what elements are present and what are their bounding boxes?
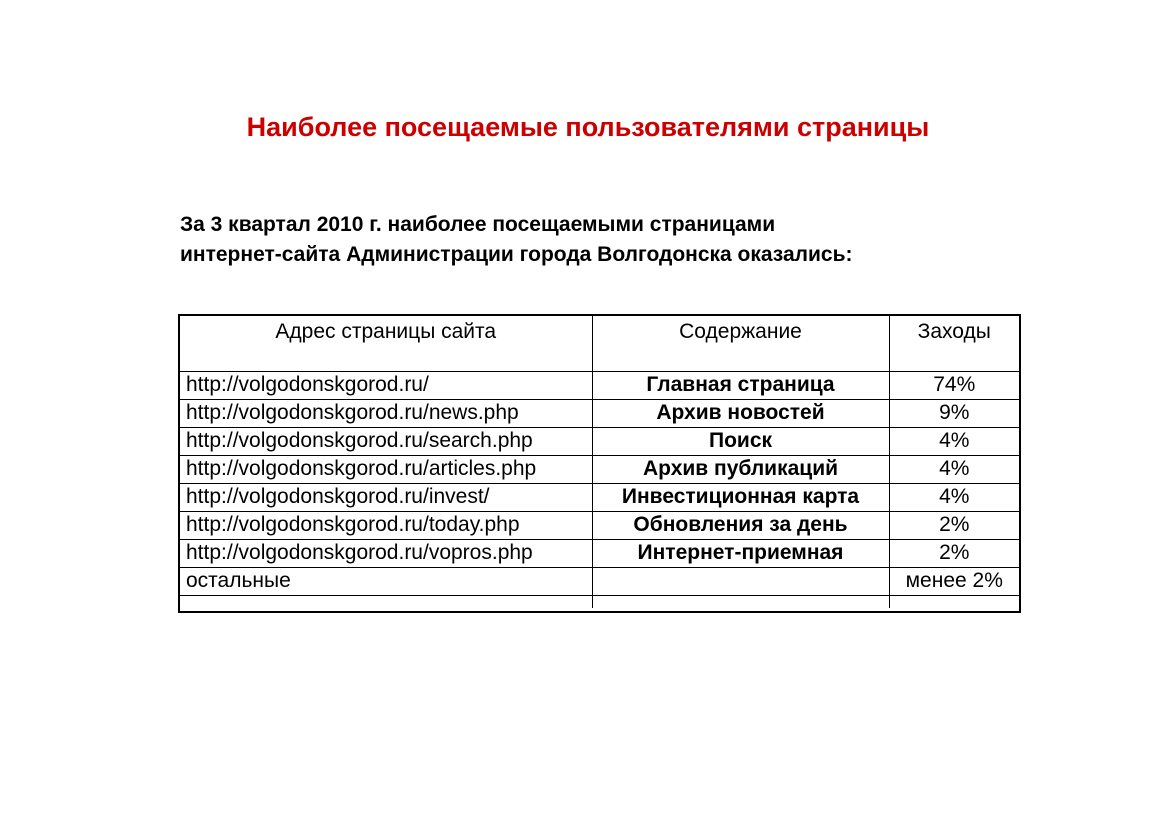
- table-row: [180, 539, 1019, 567]
- header-address: Адрес страницы сайта: [180, 316, 592, 371]
- row-visits: 4%: [889, 427, 1019, 455]
- row-url: http://volgodonskgorod.ru/articles.php: [180, 455, 592, 483]
- row-url: http://volgodonskgorod.ru/: [180, 371, 592, 399]
- spacer-cell: [180, 595, 592, 608]
- row-visits: 4%: [889, 483, 1019, 511]
- row-visits: 4%: [889, 455, 1019, 483]
- page-title: Наиболее посещаемые пользователями страницы: [246, 112, 930, 142]
- row-content: Архив новостей: [592, 399, 889, 427]
- table-row: [180, 455, 1019, 483]
- intro-line-2: интернет-сайта Администрации города Волгодонска оказались:: [180, 243, 853, 266]
- row-content: [592, 567, 889, 595]
- row-visits: 74%: [889, 371, 1019, 399]
- table-row: [180, 399, 1019, 427]
- intro-line-1: За 3 квартал 2010 г. наиболее посещаемыми страницами: [180, 213, 776, 236]
- row-content: Обновления за день: [592, 511, 889, 539]
- row-content: Архив публикаций: [592, 455, 889, 483]
- table-row: [180, 371, 1019, 399]
- intro-text: [180, 210, 1000, 270]
- row-content: Инвестиционная карта: [592, 483, 889, 511]
- row-content: Главная страница: [592, 371, 889, 399]
- table-row: [180, 567, 1019, 595]
- table-row: [180, 511, 1019, 539]
- row-content: Поиск: [592, 427, 889, 455]
- row-url: http://volgodonskgorod.ru/news.php: [180, 399, 592, 427]
- row-visits: 2%: [889, 539, 1019, 567]
- row-url: http://volgodonskgorod.ru/today.php: [180, 511, 592, 539]
- table-header-row: [180, 316, 1019, 371]
- row-visits: 2%: [889, 511, 1019, 539]
- header-visits: Заходы: [889, 316, 1019, 371]
- spacer-cell: [889, 595, 1019, 608]
- table-row: [180, 483, 1019, 511]
- row-url: http://volgodonskgorod.ru/search.php: [180, 427, 592, 455]
- row-url: остальные: [180, 567, 592, 595]
- row-content: Интернет-приемная: [592, 539, 889, 567]
- row-visits: 9%: [889, 399, 1019, 427]
- row-visits: менее 2%: [889, 567, 1019, 595]
- table-row: [180, 427, 1019, 455]
- row-url: http://volgodonskgorod.ru/vopros.php: [180, 539, 592, 567]
- spacer-cell: [592, 595, 889, 608]
- header-content: Содержание: [592, 316, 889, 371]
- table-spacer-row: [180, 595, 1019, 608]
- visits-table-frame: [178, 314, 1021, 613]
- row-url: http://volgodonskgorod.ru/invest/: [180, 483, 592, 511]
- visits-table: [180, 316, 1019, 608]
